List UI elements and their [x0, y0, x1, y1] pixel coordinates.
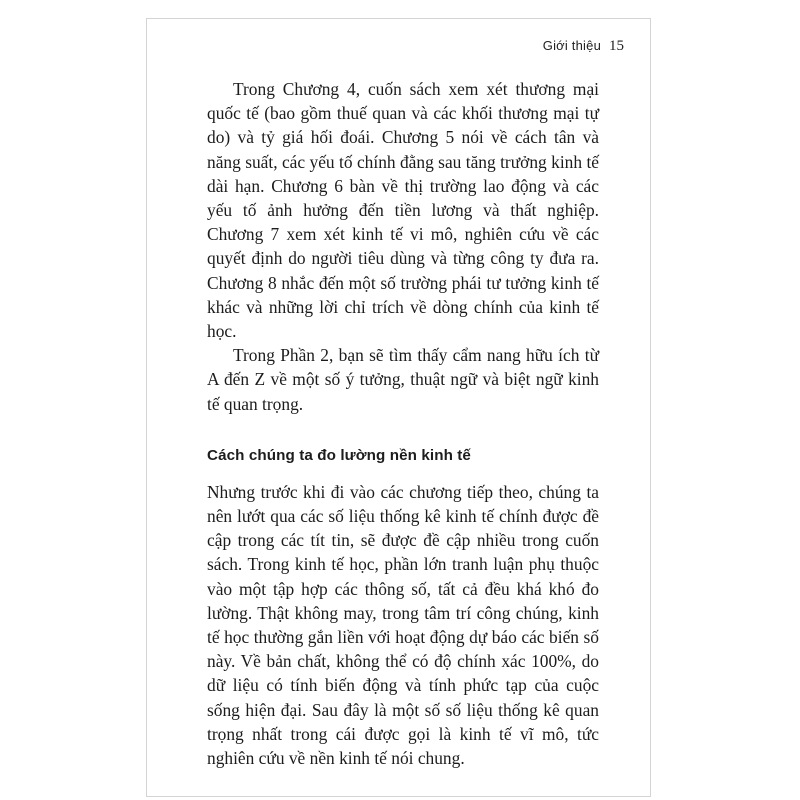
paragraph-measuring-economy: Nhưng trước khi đi vào các chương tiếp theo, chúng ta nên lướt qua các số liệu thống kê kinh tế chính được đề cập trong các tít tin, sẽ được đề cập nhiều trong cuốn sách. Trong kinh tế học, phần lớn tranh luận phụ thuộc vào một tập hợp các thông số, tất cả đều khá khó đo lường. Thật không may, trong tâm trí công chúng, kinh tế học thường gắn liền với hoạt động dự báo các biến số này. Về bản chất, không thể có độ chính xác 100%, do dữ liệu có tính biến động và tính phức tạp của cuộc sống hiện đại. Sau đây là một số số liệu thống kê quan trọng nhất trong cái được gọi là kinh tế vĩ mô, tức nghiên cứu về nền kinh tế nói chung.: [207, 481, 599, 769]
section-heading: Cách chúng ta đo lường nền kinh tế: [207, 446, 471, 464]
book-page: [146, 18, 651, 797]
paragraph-part-two: Trong Phần 2, bạn sẽ tìm thấy cẩm nang hữu ích từ A đến Z về một số ý tưởng, thuật ngữ và biệt ngữ kinh tế quan trọng.: [207, 345, 599, 414]
running-header: [543, 38, 624, 55]
paragraph-chapters-overview: Trong Chương 4, cuốn sách xem xét thương mại quốc tế (bao gồm thuế quan và các khối thương mại tự do) và tỷ giá hối đoái. Chương 5 nói về cách tân và năng suất, các yếu tố chính đằng sau tăng trưởng kinh tế dài hạn. Chương 6 bàn về thị trường lao động và các yếu tố ảnh hưởng đến tiền lương và thất nghiệp. Chương 7 xem xét kinh tế vi mô, nghiên cứu về các quyết định do người tiêu dùng và từng công ty đưa ra. Chương 8 nhắc đến một số trường phái tư tưởng kinh tế khác và những lời chỉ trích về dòng chính của kinh tế học.: [207, 79, 599, 342]
page-number: 15: [609, 38, 624, 54]
page-content: [207, 77, 599, 770]
chapter-title: Giới thiệu: [542, 38, 601, 53]
